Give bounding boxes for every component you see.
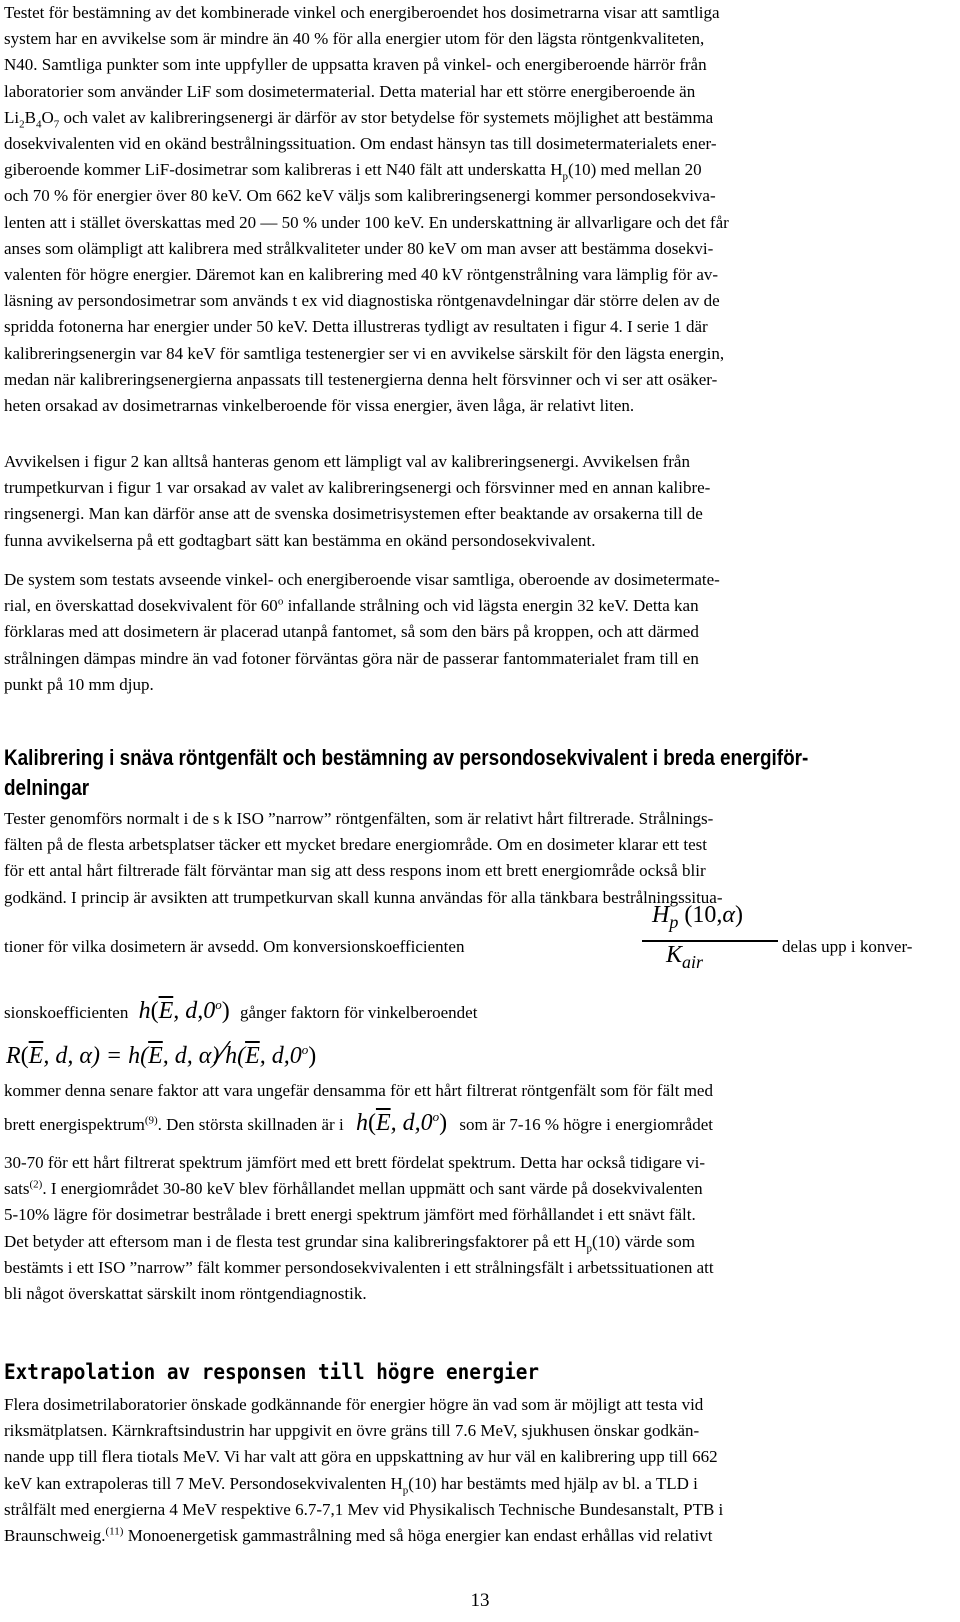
text-line: strålningen dämpas mindre än vad fotoner förväntas göra när de passerar fantommaterialet fram till en [4,648,699,668]
text-line [4,1110,713,1138]
text-line [4,998,477,1026]
fraction-bar [642,940,778,942]
subscript: p [586,1242,593,1254]
text-line: läsning av persondosimetrar som används t ex vid diagnostiska röntgenavdelningar där större delen av de [4,291,720,311]
text-line: lenten att i stället överskattas med 20 — 50 % under 100 keV. En underskattning är allvarligare och det får [4,212,729,232]
formula-text: ( [150,998,159,1024]
text-line: 5-10% lägre för dosimetrar bestrålade i brett energi spektrum jämfört med förhållandet i ett snävt fält. [4,1205,696,1225]
subscript: p [562,170,568,183]
formula-text: $\overline{E}$ [28,1043,44,1069]
text-line: anses som olämpligt att kalibrera med strålkvaliteter under 80 keV om man avser att bestämma dosekvi- [4,238,714,258]
text-span: (10) värde som [592,1231,695,1251]
superscript: o [432,1109,440,1124]
text-line: och 70 % för energier över 80 keV. Om 662 keV väljs som kalibreringsenergi kommer persondosekviva- [4,186,716,206]
text-line: laboratorier som använder LiF som dosimetermaterial. Detta material har ett större energiberoende än [4,81,696,101]
formula-text: Li [4,107,20,127]
formula-text: , d,0 [173,998,216,1024]
text-line: valenten för högre energier. Däremot kan en kalibrering med 40 kV röntgenstrålning vara lämplig för av- [4,265,719,285]
text-span: delas upp i konver- [782,937,913,956]
formula-text: B [24,107,36,127]
text-line: heten orsakad av dosimetrarnas vinkelberoende för vissa energier, även låga, är relativt liten. [4,396,635,416]
conversion-coefficient-fraction [640,900,780,980]
text-line: Testet för bestämning av det kombinerade vinkel och energiberoendet hos dosimetrarna visar att samtliga [4,3,720,22]
formula-text: , d,0 [390,1110,433,1136]
subscript: 2 [19,118,25,131]
text-line: godkänd. I princip är avsikten att trumpetkurvan skall kunna användas för alla tänkbara bestrålningssitua- [4,887,723,907]
text-span: och valet av kalibreringsenergi är därför av stor betydelse för systemets möjlighet att bestämma [59,107,714,127]
text-span: sats [4,1179,30,1199]
formula [356,1110,447,1136]
text-line: N40. Samtliga punkter som inte uppfyller de uppsatta kraven på vinkel- och energiberoende härrör från [4,55,707,75]
text-line [4,105,956,131]
paragraph [4,1392,956,1549]
formula-text: h [138,998,151,1024]
paragraph [4,806,956,911]
paragraph [4,567,956,698]
text-span: brett energispektrum [4,1115,145,1134]
subscript: 7 [53,118,60,131]
text-line: spridda fotonerna har energier under 50 keV. Detta illustreras tydligt av resultaten i figur 4. I serie 1 där [4,317,708,337]
subscript: p [669,911,679,932]
formula-text: $\overline{E}$ [245,1043,260,1069]
superscript: o [277,595,284,608]
text-line: De system som testats avseende vinkel- och energiberoende visar samtliga, oberoende av dosimetermate- [4,570,720,589]
text-line: bli något överskattat särskilt inom röntgendiagnostik. [4,1284,367,1304]
text-line [782,934,912,960]
text-line [4,1176,956,1202]
formula [139,998,230,1024]
text-span: rial, en överskattad dosekvivalent för 60 [4,596,278,616]
text-line [4,934,464,960]
section-heading [4,743,823,803]
superscript: (11) [105,1525,124,1538]
formula-text: , d, α) [162,1043,220,1069]
text-line: Tester genomförs normalt i de s k ISO ”narrow” röntgenfälten, som är relativt hårt filtrerade. Strålnings- [4,809,714,828]
text-span: . I energiområdet 30-80 keV blev förhållandet mellan uppmätt och sant värde på dosekvivalenten [42,1179,703,1199]
formula-text: h [355,1110,368,1136]
formula-text: , d,0 [259,1043,302,1069]
paragraph [4,1150,956,1307]
text-span: . Den största skillnaden är i [157,1115,344,1134]
text-line: kalibreringsenergin var 84 keV för samtliga testenergier ser vi en avvikelse särskilt för den lägsta energin, [4,343,725,363]
text-span: som är 7-16 % högre i energiområdet [459,1115,714,1134]
text-line: medan när kalibreringsenergierna anpassats till testenergierna denna helt försvinner och vi ser att osäker- [4,369,718,389]
formula-text: $\overline{E}$ [158,998,174,1024]
text-line: bestämts i ett ISO ”narrow” fält kommer persondosekvivalenten i ett strålningsfält i arbetssituationen att [4,1257,714,1277]
formula-text: O [41,107,54,127]
formula-text: (10, [684,902,723,928]
text-line: Flera dosimetrilaboratorier önskade godkännande för energier högre än vad som är möjligt att testa vid [4,1395,704,1414]
superscript: (2) [29,1178,43,1191]
text-span: (10) har bestämts med hjälp av bl. a TLD i [408,1473,698,1493]
fraction-numerator [652,902,743,932]
formula-text: ) [308,1043,317,1069]
text-line [4,1471,956,1497]
text-span: Braunschweig. [4,1526,106,1546]
text-line [4,1229,956,1255]
subscript: 4 [35,118,42,131]
formula-text: ) [734,902,743,928]
paragraph [4,1078,956,1104]
formula-text: ⁄ [219,1034,226,1071]
text-line: dosekvivalenten vid en okänd bestrålningssituation. Om endast hänsyn tas till dosimetermaterialets ener- [4,134,717,154]
section-heading: Extrapolation av responsen till högre energier [4,1360,540,1384]
formula-text: ( [367,1110,376,1136]
text-line: fälten på de flesta arbetsplatser täcker ett mycket bredare energiområde. Om en dosimeter klarar ett test [4,835,707,855]
equation [6,1034,317,1071]
text-span: tioner för vilka dosimetern är avsedd. Om konversionskoefficienten [4,937,465,956]
text-span: (10) med mellan 20 [567,160,702,180]
formula-text: $\overline{E}$ [375,1110,391,1136]
formula-text: H [652,902,670,928]
text-span: giberoende kommer LiF-dosimetrar som kalibreras i ett N40 fält att underskatta H [4,160,563,180]
text-line: Avvikelsen i figur 2 kan alltså hanteras genom ett lämpligt val av kalibreringsenergi. Avvikelsen från [4,452,690,471]
text-line: för ett antal hårt filtrerade fält förväntar man sig att dess respons inom ett brett energiområde också blir [4,861,706,881]
fraction-denominator [666,942,704,972]
formula-text: α [722,902,735,928]
formula-text: h( [225,1043,246,1069]
formula-text: , d, α) = h( [43,1043,149,1069]
intro-paragraph [4,0,956,419]
text-line: funna avvikelserna på ett godtagbart sätt kan bestämma en okänd persondosekvivalent. [4,530,596,550]
formula-text: ) [221,998,230,1024]
formula-text: ) [439,1110,448,1136]
text-line [4,1523,956,1549]
text-line: riksmätplatsen. Kärnkraftsindustrin har uppgivit en övre gräns till 7.6 MeV, sjukhusen önskar godkän- [4,1421,700,1441]
paragraph [4,449,956,554]
text-line: punkt på 10 mm djup. [4,674,154,694]
heading-line: delningar [4,775,90,800]
formula-text: ( [20,1043,29,1069]
text-line: ringsenergi. Man kan därför anse att de svenska dosimetrisystemen efter beaktande av orsakerna till de [4,504,703,524]
page-number: 13 [470,1590,490,1611]
text-span: gånger faktorn för vinkelberoendet [240,1003,478,1022]
text-line: kommer denna senare faktor att vara ungefär densamma för ett hårt filtrerat röntgenfält som för fält med [4,1081,713,1100]
subscript: p [402,1484,409,1496]
text-span: keV kan extrapoleras till 7 MeV. Persondosekvivalenten H [4,1473,403,1493]
text-line [4,157,956,183]
text-line: trumpetkurvan i figur 1 var orsakad av valet av kalibreringsenergi och försvinner med en annan kalibre- [4,478,711,498]
text-line: nande upp till flera tiotals MeV. Vi har valt att göra en uppskattning av hur väl en kalibrering upp till 662 [4,1447,718,1467]
text-span: sionskoefficienten [4,1003,129,1022]
superscript: (9) [144,1114,158,1127]
text-span: infallande strålning och vid lägsta energin 32 keV. Detta kan [283,596,699,616]
heading-line: Kalibrering i snäva röntgenfält och bestämning av persondosekvivalent i breda energiför- [4,745,809,770]
text-span: Det betyder att eftersom man i de flesta test grundar sina kalibreringsfaktorer på ett H [4,1231,587,1251]
text-line [4,593,956,619]
formula-text: K [666,942,683,968]
formula-text: $\overline{E}$ [148,1043,163,1069]
text-line: förklaras med att dosimetern är placerad utanpå fantomet, så som den bärs på kroppen, och att därmed [4,622,699,642]
text-span: Monoenergetisk gammastrålning med så höga energier kan endast erhållas vid relativt [123,1526,713,1546]
formula-text: R [6,1043,21,1069]
subscript: air [682,951,704,972]
superscript: o [301,1042,309,1057]
text-line: system har en avvikelse som är mindre än 40 % för alla energier utom för den lägsta röntgenkvaliteten, [4,29,705,49]
text-line: strålfält med energierna 4 MeV respektive 6.7-7,1 Mev vid Physikalisch Technische Bundesanstalt, PTB i [4,1499,724,1519]
text-line: 30-70 för ett hårt filtrerat spektrum jämfört med ett brett fördelat spektrum. Detta har också tidigare vi- [4,1153,706,1172]
superscript: o [215,997,222,1012]
